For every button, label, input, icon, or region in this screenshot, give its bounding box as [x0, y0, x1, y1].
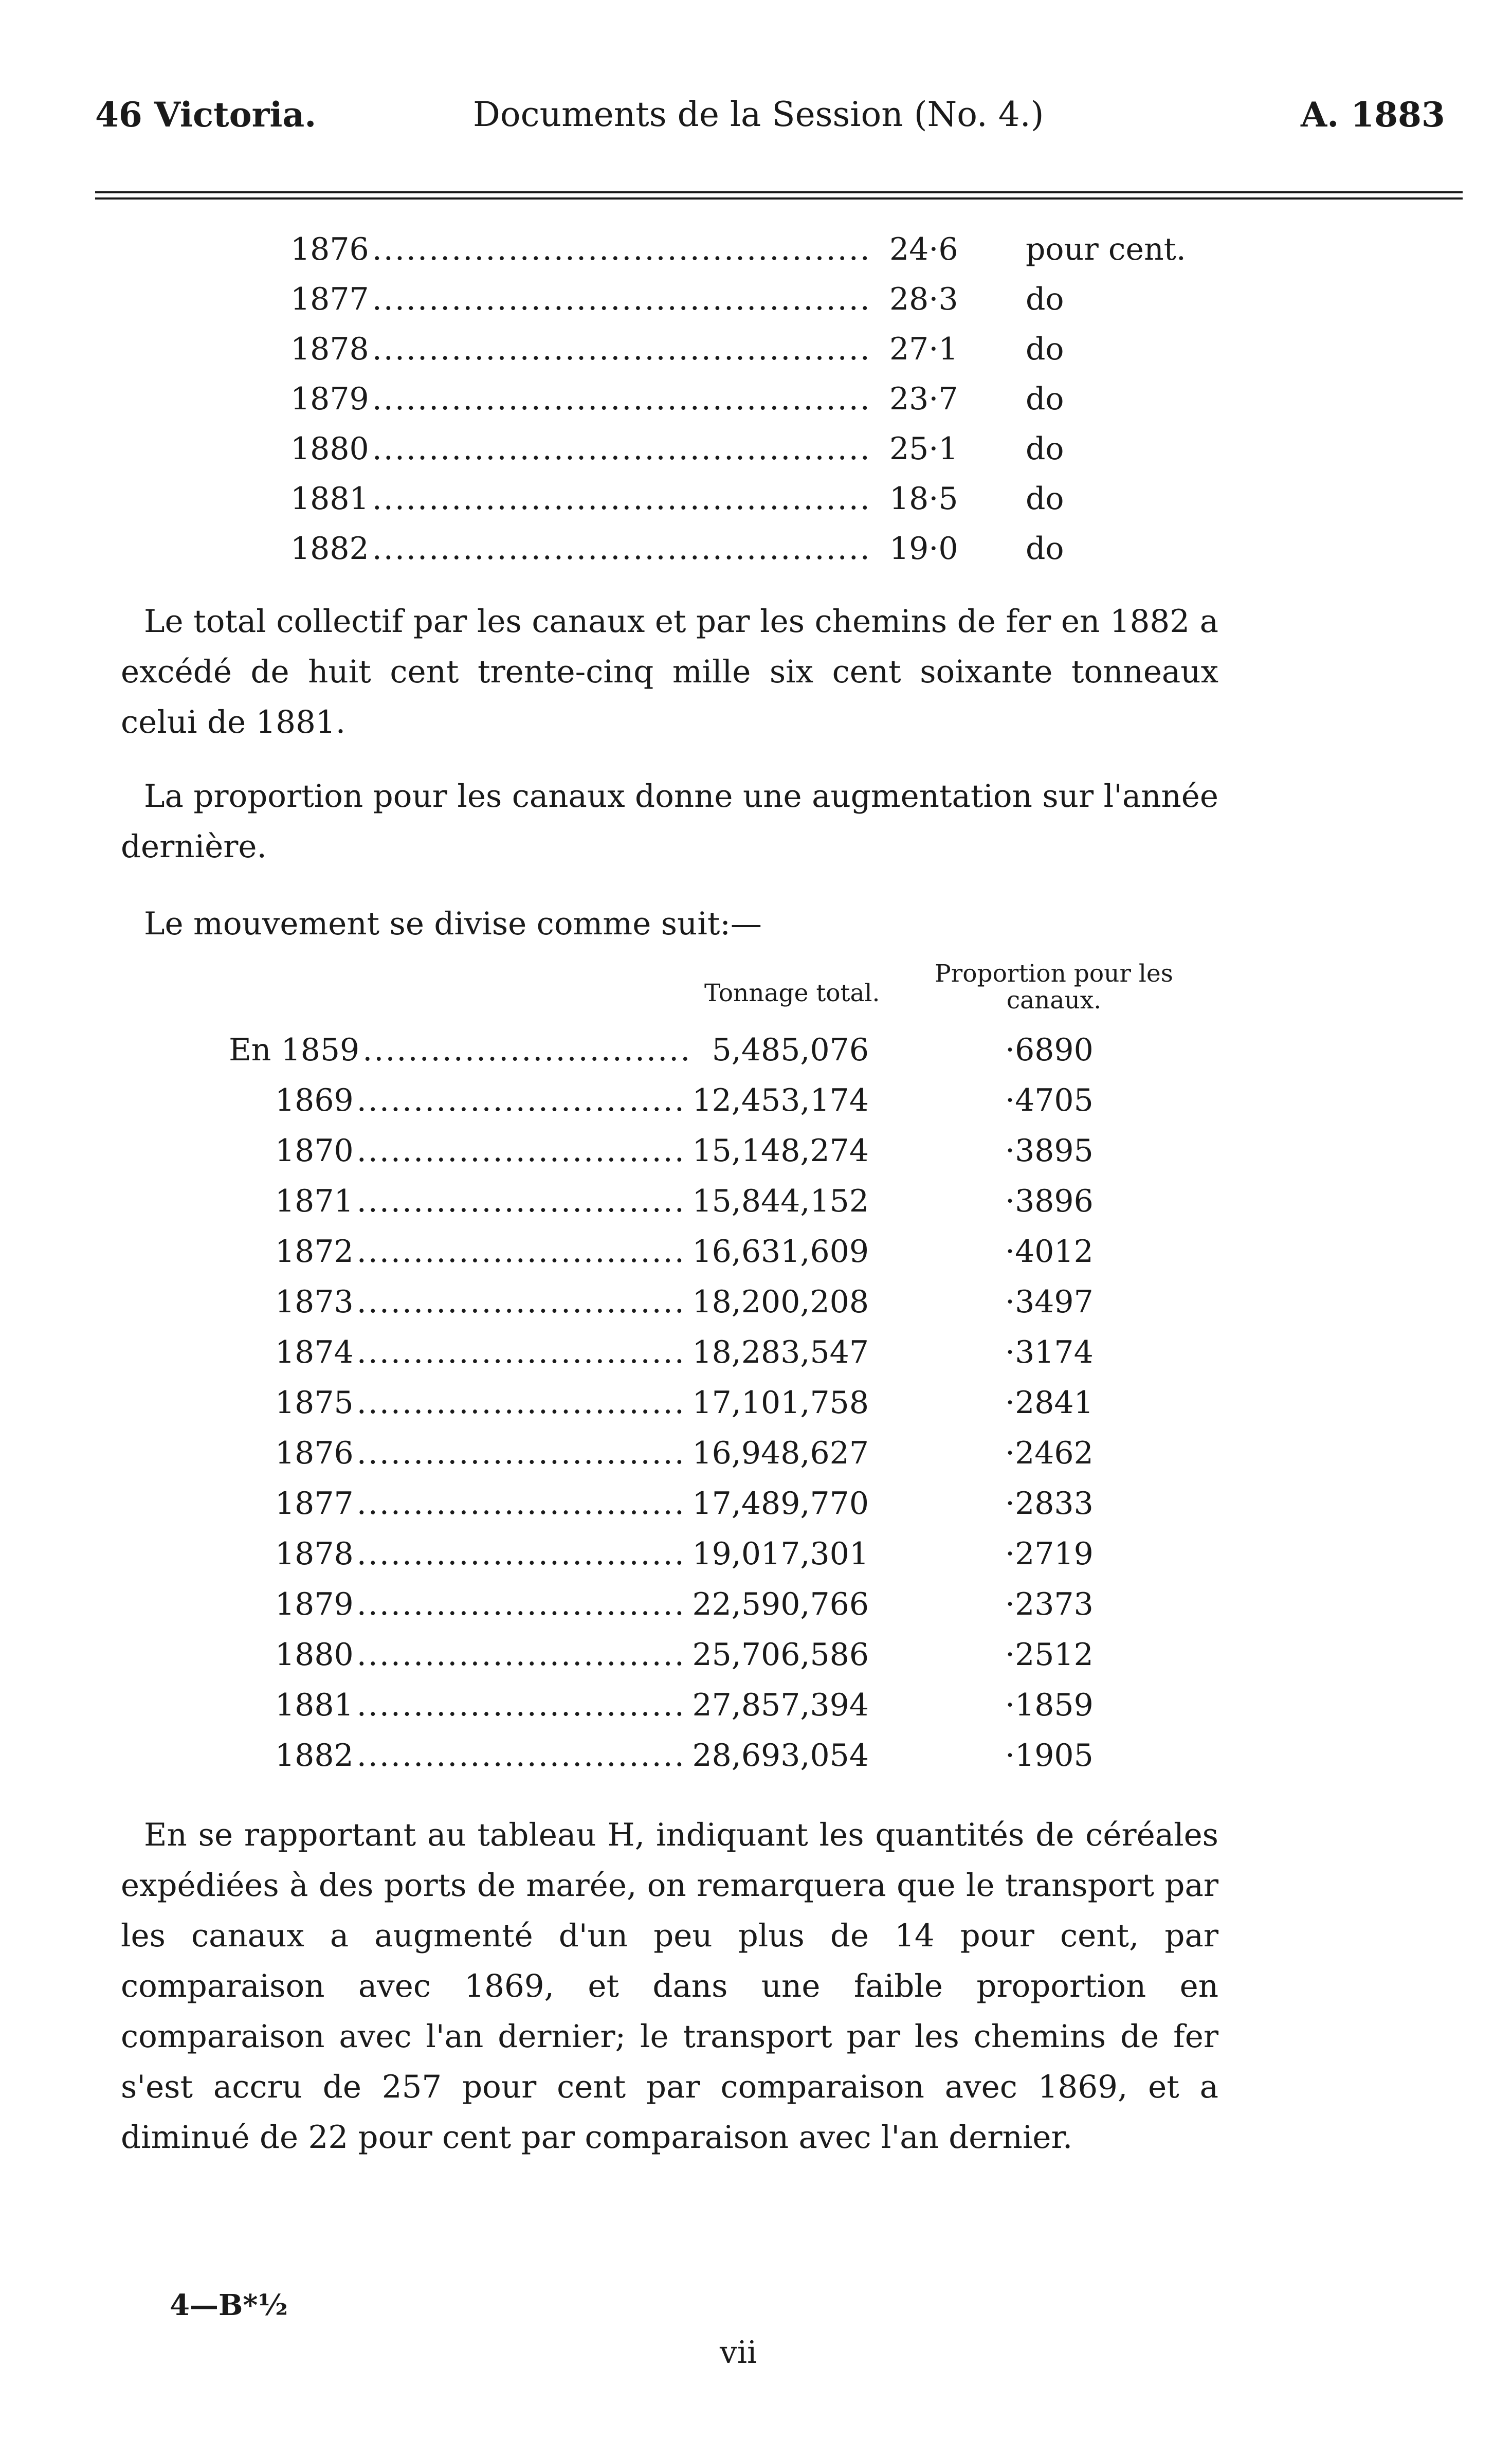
row-percent: 25·1: [889, 431, 958, 467]
row-tonnage: 25,706,586: [692, 1637, 869, 1673]
table-row: [229, 1435, 691, 1471]
row-proportion: ·6890: [1005, 1032, 1094, 1068]
row-year: 1876: [275, 1435, 354, 1471]
row-proportion: ·1859: [1005, 1687, 1094, 1723]
row-proportion: ·1905: [1005, 1738, 1094, 1774]
row-tonnage: 22,590,766: [692, 1586, 869, 1622]
row-unit: do: [1026, 481, 1064, 517]
table-row: [229, 1486, 691, 1522]
row-proportion: ·2719: [1005, 1536, 1094, 1572]
row-year: 1879: [290, 381, 369, 417]
paragraph-text: En se rapportant au tableau H, indiquant les quantités de céréales expédiées à des ports de marée, on remarquera que le transport par les canaux a augmenté d'un peu plus de 14 pour cent, par comparaison avec 1869, et dans une faible proportion en comparaison avec l'an dernier; le transport par les chemins de fer s'est accru de 257 pour cent par comparaison avec 1869, et a diminué de 22 pour cent par comparaison avec l'an dernier.: [121, 1817, 1218, 2156]
row-unit: do: [1026, 331, 1064, 367]
dot-leader: [372, 334, 873, 365]
row-percent: 23·7: [889, 381, 958, 417]
row-unit: do: [1026, 531, 1064, 567]
row-percent: 24·6: [889, 231, 958, 267]
dot-leader: [357, 1186, 688, 1217]
row-tonnage: 19,017,301: [692, 1536, 869, 1572]
row-proportion: ·3497: [1005, 1284, 1094, 1320]
dot-leader: [357, 1539, 688, 1569]
table-row: [229, 1385, 691, 1421]
page-number: vii: [720, 2335, 757, 2371]
dot-leader: [357, 1639, 688, 1670]
row-proportion: ·2462: [1005, 1435, 1094, 1471]
row-year: En 1859: [229, 1032, 360, 1068]
dot-leader: [357, 1287, 688, 1317]
dot-leader: [357, 1438, 688, 1469]
table-row: [290, 531, 877, 567]
row-year: 1878: [275, 1536, 354, 1572]
row-year: 1869: [275, 1082, 354, 1118]
dot-leader: [357, 1589, 688, 1620]
table-row: [290, 431, 877, 467]
row-year: 1881: [290, 481, 369, 517]
table-row: [229, 1133, 691, 1169]
row-proportion: ·3896: [1005, 1183, 1094, 1219]
row-proportion: ·2512: [1005, 1637, 1094, 1673]
row-year: 1871: [275, 1183, 354, 1219]
dot-leader: [372, 234, 873, 265]
dot-leader: [362, 1035, 688, 1065]
row-tonnage: 18,200,208: [692, 1284, 869, 1320]
header-title: Documents de la Session (No. 4.): [473, 95, 1044, 134]
row-tonnage: 28,693,054: [692, 1738, 869, 1774]
table-row: [229, 1334, 691, 1370]
header-volume: 46 Victoria.: [95, 95, 317, 135]
signature-mark: 4—B*½: [170, 2288, 288, 2322]
header-rule: [95, 197, 1463, 200]
row-proportion: ·2833: [1005, 1486, 1094, 1522]
row-year: 1877: [275, 1486, 354, 1522]
dot-leader: [357, 1488, 688, 1519]
row-proportion: ·4705: [1005, 1082, 1094, 1118]
row-tonnage: 16,948,627: [692, 1435, 869, 1471]
row-percent: 27·1: [889, 331, 958, 367]
row-unit: pour cent.: [1026, 231, 1186, 267]
row-year: 1878: [290, 331, 369, 367]
table-row: [290, 331, 877, 367]
table-row: [229, 1687, 691, 1723]
dot-leader: [372, 533, 873, 564]
paragraph-cereals: [121, 1810, 1218, 2163]
dot-leader: [357, 1740, 688, 1771]
header-rule: [95, 191, 1463, 193]
table-row: [290, 381, 877, 417]
paragraph-text: La proportion pour les canaux donne une augmentation sur l'année dernière.: [121, 778, 1218, 865]
paragraph-total: [121, 596, 1218, 748]
row-year: 1872: [275, 1234, 354, 1270]
row-year: 1873: [275, 1284, 354, 1320]
row-year: 1879: [275, 1586, 354, 1622]
table-row: [229, 1032, 691, 1068]
dot-leader: [357, 1135, 688, 1166]
row-tonnage: 5,485,076: [712, 1032, 869, 1068]
row-tonnage: 15,148,274: [692, 1133, 869, 1169]
row-percent: 18·5: [889, 481, 958, 517]
row-proportion: ·2841: [1005, 1385, 1094, 1421]
row-proportion: ·4012: [1005, 1234, 1094, 1270]
row-year: 1882: [290, 531, 369, 567]
dot-leader: [372, 483, 873, 514]
table-row: [229, 1738, 691, 1774]
column-header-proportion: Proportion pour les canaux.: [935, 960, 1173, 1015]
row-tonnage: 17,101,758: [692, 1385, 869, 1421]
row-year: 1876: [290, 231, 369, 267]
row-tonnage: 15,844,152: [692, 1183, 869, 1219]
dot-leader: [357, 1085, 688, 1116]
column-header-tonnage: Tonnage total.: [704, 979, 880, 1007]
row-year: 1880: [275, 1637, 354, 1673]
dot-leader: [372, 433, 873, 464]
dot-leader: [372, 384, 873, 414]
dot-leader: [357, 1337, 688, 1368]
row-tonnage: 27,857,394: [692, 1687, 869, 1723]
row-year: 1882: [275, 1738, 354, 1774]
paragraph-text: Le mouvement se divise comme suit:—: [144, 906, 762, 942]
table-row: [229, 1536, 691, 1572]
row-year: 1877: [290, 281, 369, 317]
table-row: [229, 1234, 691, 1270]
row-tonnage: 17,489,770: [692, 1486, 869, 1522]
row-proportion: ·3895: [1005, 1133, 1094, 1169]
row-percent: 19·0: [889, 531, 958, 567]
row-year: 1875: [275, 1385, 354, 1421]
row-year: 1870: [275, 1133, 354, 1169]
dot-leader: [372, 284, 873, 315]
row-unit: do: [1026, 281, 1064, 317]
row-proportion: ·3174: [1005, 1334, 1094, 1370]
row-year: 1874: [275, 1334, 354, 1370]
paragraph-text: Le total collectif par les canaux et par les chemins de fer en 1882 a excédé de huit cent trente-cinq mille six cent soixante tonneaux celui de 1881.: [121, 603, 1218, 740]
row-tonnage: 12,453,174: [692, 1082, 869, 1118]
header-year: A. 1883: [1301, 95, 1445, 135]
table-row: [290, 281, 877, 317]
dot-leader: [357, 1236, 688, 1267]
table-row: [290, 481, 877, 517]
row-percent: 28·3: [889, 281, 958, 317]
table-row: [229, 1284, 691, 1320]
table-row: [229, 1586, 691, 1622]
row-tonnage: 18,283,547: [692, 1334, 869, 1370]
row-unit: do: [1026, 381, 1064, 417]
row-year: 1880: [290, 431, 369, 467]
row-proportion: ·2373: [1005, 1586, 1094, 1622]
paragraph-intro: [121, 899, 1218, 949]
row-tonnage: 16,631,609: [692, 1234, 869, 1270]
row-unit: do: [1026, 431, 1064, 467]
dot-leader: [357, 1387, 688, 1418]
paragraph-proportion: [121, 771, 1218, 872]
table-row: [229, 1183, 691, 1219]
table-row: [290, 231, 877, 267]
table-row: [229, 1637, 691, 1673]
row-year: 1881: [275, 1687, 354, 1723]
dot-leader: [357, 1690, 688, 1721]
table-row: [229, 1082, 691, 1118]
